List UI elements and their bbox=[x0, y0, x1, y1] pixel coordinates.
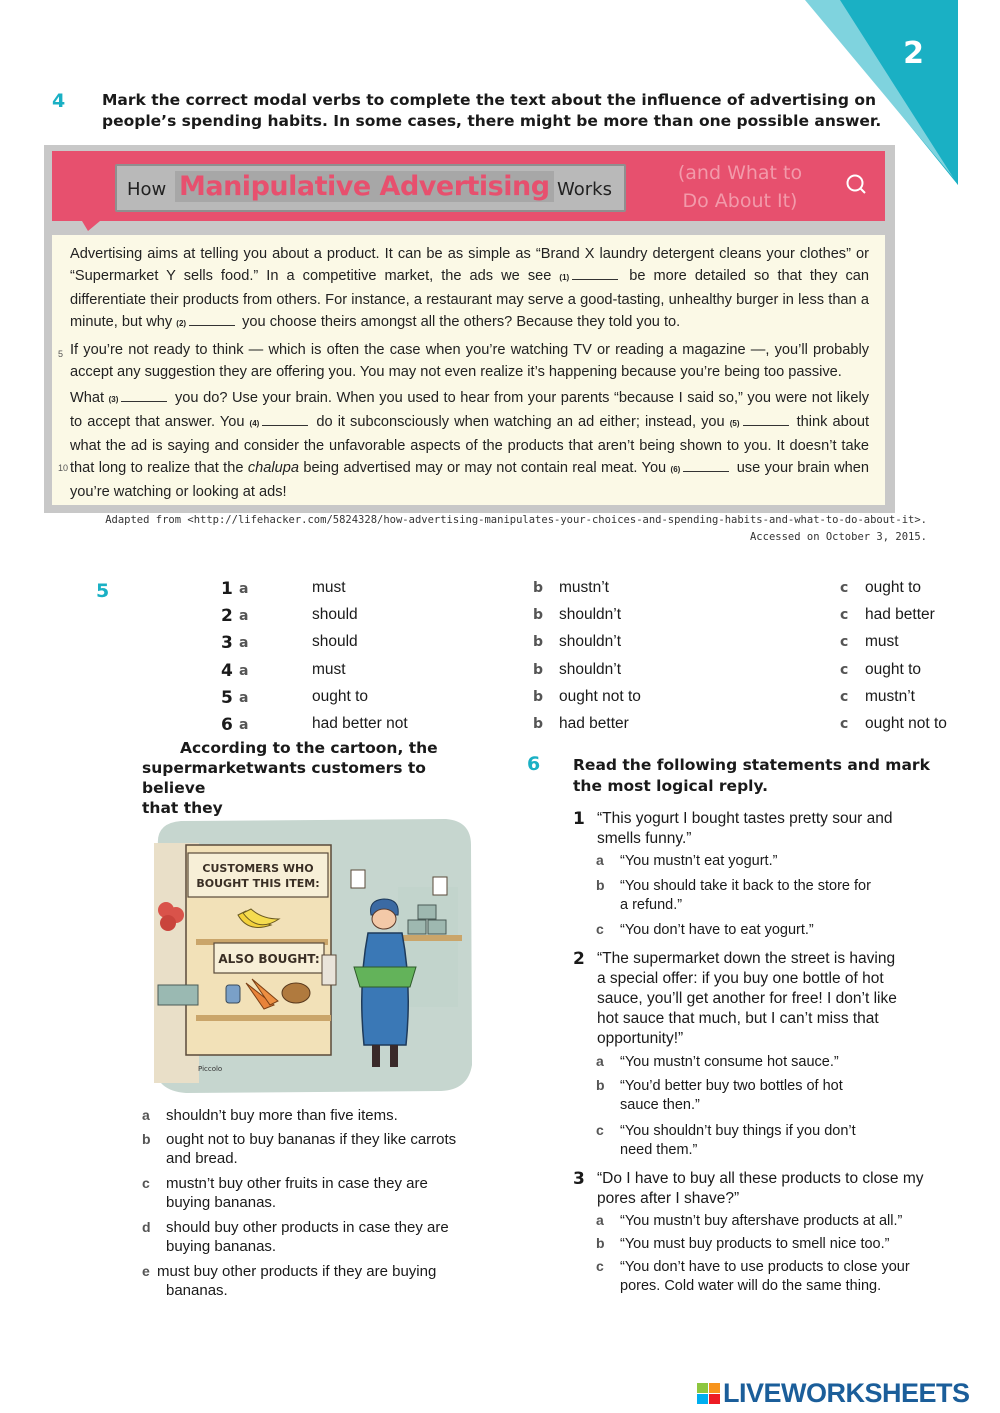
p3-italic: chalupa bbox=[247, 460, 299, 476]
reply-text: “You don’t have to use products to close your bbox=[620, 1259, 910, 1275]
cartoon-prompt bbox=[142, 738, 472, 818]
search-icon[interactable] bbox=[845, 173, 867, 195]
q6-reply-option[interactable] bbox=[596, 851, 936, 871]
reply-text-continued: need them.” bbox=[620, 1142, 698, 1158]
reply-letter: c bbox=[596, 921, 604, 937]
q5-letter-c: c bbox=[840, 661, 849, 678]
blank-6-label: (6) bbox=[670, 465, 681, 474]
q5-option-b[interactable]: ought not to bbox=[559, 687, 641, 705]
q5-option-c[interactable]: ought to bbox=[865, 660, 922, 678]
q5-letter-a: a bbox=[239, 662, 249, 679]
reply-text-continued: pores. Cold water will do the same thing. bbox=[620, 1278, 882, 1294]
reply-text: “You shouldn’t buy things if you don’t bbox=[620, 1123, 856, 1139]
q5-option-a[interactable]: must bbox=[312, 579, 346, 596]
p2-text: If you’re not ready to think — which is often the case when you’re watching TV or reading a magazine —, you’ll probably accept any suggestion they are offering you. You may not even realize it’s happening because you’re being too passive. bbox=[70, 342, 869, 380]
q5-item-number: 4 bbox=[221, 660, 233, 681]
q5-letter-c: c bbox=[840, 607, 849, 624]
q5-letter-a: a bbox=[239, 717, 249, 733]
q5-option-a[interactable]: ought to bbox=[312, 687, 369, 705]
q5-item-number: 6 bbox=[221, 715, 233, 735]
blank-6[interactable] bbox=[683, 470, 729, 472]
q5-letter-a: a bbox=[239, 689, 249, 706]
q5-option-b[interactable]: shouldn’t bbox=[559, 660, 622, 678]
q5-letter-b: b bbox=[533, 688, 544, 705]
q6-reply-option[interactable] bbox=[596, 1052, 936, 1072]
p3-text-f: use your brain when you’re watching or looking at ads! bbox=[70, 460, 869, 500]
answer-text-continued: buying bananas. bbox=[166, 1194, 277, 1211]
cartoon-answer-option[interactable] bbox=[142, 1218, 482, 1256]
blank-5-label: (5) bbox=[729, 419, 740, 428]
prompt-line-3: that they bbox=[142, 799, 223, 817]
answer-text: must buy other products if they are buying bbox=[157, 1263, 437, 1280]
brand-text: LIVEWORKSHEETS bbox=[723, 1378, 970, 1408]
reply-letter: c bbox=[596, 1122, 604, 1138]
cartoon-answer-option[interactable] bbox=[142, 1106, 482, 1125]
prompt-line-2: supermarketwants customers to believe bbox=[142, 759, 426, 797]
question-5-number: 5 bbox=[96, 580, 110, 602]
q5-letter-a: a bbox=[239, 635, 249, 652]
q6-item-number: 2 bbox=[573, 949, 585, 969]
answer-letter: a bbox=[142, 1107, 150, 1123]
q6-reply-option[interactable] bbox=[596, 1257, 936, 1296]
p1-text-c: you choose theirs amongst all the others? Because they told you to. bbox=[242, 314, 681, 330]
answer-text: ought not to buy bananas if they like carrots bbox=[166, 1131, 457, 1148]
q5-letter-c: c bbox=[840, 688, 849, 705]
q5-letter-c: c bbox=[840, 634, 849, 651]
cartoon-answer-option[interactable] bbox=[142, 1262, 482, 1300]
q5-item-number: 2 bbox=[221, 606, 233, 627]
blank-5[interactable] bbox=[743, 424, 789, 426]
q6-reply-option[interactable] bbox=[596, 876, 936, 915]
q6-reply-option[interactable] bbox=[596, 920, 936, 940]
q5-letter-b: b bbox=[533, 634, 544, 651]
q5-option-c[interactable]: mustn’t bbox=[865, 687, 915, 705]
p3-text-e: being advertised may or may not contain real meat. You bbox=[303, 460, 667, 476]
reply-letter: a bbox=[596, 1053, 604, 1069]
supermarket-cartoon-image bbox=[146, 815, 473, 1095]
reply-letter: c bbox=[596, 1258, 604, 1274]
prompt-line-1: According to the cartoon, the bbox=[180, 739, 438, 757]
q6-item-number: 1 bbox=[573, 809, 585, 829]
blank-2[interactable] bbox=[189, 324, 235, 326]
reply-text: “You’d better buy two bottles of hot bbox=[620, 1078, 843, 1094]
p3-text-c: do it subconsciously when watching an ad either; instead, you bbox=[316, 414, 725, 430]
q6-instruction-line-1: Read the following statements and mark bbox=[573, 756, 930, 774]
article-body bbox=[58, 243, 870, 507]
q5-item-number: 5 bbox=[221, 687, 233, 708]
title-works: Works bbox=[557, 179, 612, 200]
subtitle-line-1: (and What to bbox=[677, 162, 803, 184]
q5-option-b[interactable]: had better bbox=[559, 715, 629, 732]
q5-option-b[interactable]: shouldn’t bbox=[559, 633, 622, 651]
p1-text-b: be more detailed so that they can differentiate their products from others. For instance, a restaurant may serve a good-tasting, unhealthy burger in less than a minute, but why bbox=[70, 268, 869, 330]
title-how: How bbox=[127, 179, 167, 200]
p3-text-b: you do? Use your brain. When you used to hear from your parents “because I said so,” you were not likely to accept that answer. You bbox=[70, 390, 870, 430]
q6-reply-option[interactable] bbox=[596, 1076, 936, 1115]
subtitle-line-2: Do About It) bbox=[682, 190, 798, 212]
answer-text-continued: bananas. bbox=[166, 1282, 228, 1299]
statement-line: smells funny.” bbox=[597, 830, 692, 847]
statement-line: “This yogurt I bought tastes pretty sour and bbox=[597, 810, 893, 827]
statement-line: sauce, you’ll get another for free! I don’t like bbox=[597, 990, 897, 1007]
q5-option-b[interactable]: mustn’t bbox=[559, 579, 609, 596]
liveworksheets-logo bbox=[697, 1378, 970, 1409]
question-4-number: 4 bbox=[52, 90, 66, 112]
q5-option-c[interactable]: had better bbox=[865, 606, 935, 624]
cartoon-answer-option[interactable] bbox=[142, 1174, 482, 1212]
blank-1[interactable] bbox=[572, 278, 618, 280]
q5-option-a[interactable]: should bbox=[312, 633, 358, 651]
statement-line: “Do I have to buy all these products to close my bbox=[597, 1170, 924, 1187]
blank-4[interactable] bbox=[262, 424, 308, 426]
source-citation bbox=[105, 512, 927, 546]
statement-line: opportunity!” bbox=[597, 1030, 684, 1047]
paragraph-3 bbox=[58, 387, 870, 503]
p3-text-d: think about what the ad is saying and consider the unfavorable aspects of the products that aren’t being shown to you. It doesn’t take that long to realize that the bbox=[70, 414, 870, 476]
q6-reply-option[interactable] bbox=[596, 1234, 936, 1254]
q6-instruction-line-2: the most logical reply. bbox=[573, 777, 769, 795]
answer-text-continued: and bread. bbox=[166, 1150, 238, 1167]
q5-letter-b: b bbox=[533, 580, 544, 596]
q5-item-number: 3 bbox=[221, 633, 233, 654]
q5-letter-b: b bbox=[533, 607, 544, 624]
reply-text: “You mustn’t eat yogurt.” bbox=[620, 853, 778, 869]
reply-letter: a bbox=[596, 1212, 604, 1228]
q5-option-c[interactable]: ought to bbox=[865, 579, 922, 596]
cartoon-signature: Piccolo bbox=[198, 1065, 223, 1073]
q5-item-number: 1 bbox=[221, 579, 233, 599]
statement-line: “The supermarket down the street is having bbox=[597, 950, 896, 967]
q5-letter-b: b bbox=[533, 661, 544, 678]
banner-pointer bbox=[82, 221, 102, 233]
answer-letter: d bbox=[142, 1219, 151, 1235]
q5-option-a[interactable]: must bbox=[312, 660, 346, 678]
reply-text: “You must buy products to smell nice too.” bbox=[620, 1236, 890, 1252]
svg-text:ALSO BOUGHT:: ALSO BOUGHT: bbox=[218, 952, 320, 966]
blank-4-label: (4) bbox=[249, 419, 260, 428]
blank-3[interactable] bbox=[121, 400, 167, 402]
blank-3-label: (3) bbox=[108, 395, 119, 404]
q6-reply-option[interactable] bbox=[596, 1211, 936, 1231]
reply-text: “You should take it back to the store for bbox=[620, 878, 871, 894]
reply-text-continued: a refund.” bbox=[620, 897, 683, 913]
title-subtitle bbox=[660, 159, 820, 215]
q5-option-b[interactable]: shouldn’t bbox=[559, 606, 622, 624]
p1-text-a: Advertising aims at telling you about a product. It can be as simple as “Brand X laundry detergent cleans your clothes” or “Supermarket Y sells food.” In a competitive market, the ads we see bbox=[70, 246, 869, 284]
q5-option-a[interactable]: had better not bbox=[312, 715, 408, 732]
liveworksheets-icon bbox=[697, 1383, 721, 1405]
article-panel bbox=[52, 151, 885, 505]
reply-text: “You don’t have to eat yogurt.” bbox=[620, 922, 814, 938]
source-line-2: Accessed on October 3, 2015. bbox=[749, 531, 927, 543]
blank-1-label: (1) bbox=[559, 273, 570, 282]
answer-letter: e bbox=[142, 1263, 150, 1279]
q5-letter-c: c bbox=[840, 580, 849, 596]
reply-letter: a bbox=[596, 852, 604, 868]
reply-text: “You mustn’t consume hot sauce.” bbox=[620, 1054, 839, 1070]
q6-statement bbox=[597, 809, 937, 849]
title-box bbox=[115, 164, 626, 212]
article-frame bbox=[44, 145, 895, 513]
cartoon-answer-option[interactable] bbox=[142, 1130, 482, 1168]
title-main: Manipulative Advertising bbox=[175, 171, 554, 202]
question-6-number: 6 bbox=[527, 753, 541, 775]
p3-text-a: What bbox=[70, 390, 105, 406]
answer-letter: b bbox=[142, 1131, 151, 1147]
answer-letter: c bbox=[142, 1175, 150, 1191]
question-4-instruction: Mark the correct modal verbs to complete the text about the influence of advertising on people’s spending habits. In some cases, there might be more than one possible answer. bbox=[102, 91, 882, 130]
statement-line: hot sauce that much, but I can’t miss that bbox=[597, 1010, 879, 1027]
question-6-instruction bbox=[573, 755, 933, 797]
reply-text: “You mustn’t buy aftershave products at all.” bbox=[620, 1213, 903, 1229]
paragraph-1 bbox=[70, 243, 869, 335]
paragraph-2 bbox=[58, 339, 869, 383]
q5-letter-c: c bbox=[840, 716, 849, 732]
q5-option-a[interactable]: should bbox=[312, 606, 358, 624]
reply-letter: b bbox=[596, 1235, 605, 1251]
reply-letter: b bbox=[596, 877, 605, 893]
q5-letter-a: a bbox=[239, 608, 249, 625]
q6-item-number: 3 bbox=[573, 1169, 585, 1189]
answer-text: should buy other products in case they are bbox=[166, 1219, 449, 1236]
statement-line: pores after I shave?” bbox=[597, 1190, 740, 1207]
answer-text: mustn’t buy other fruits in case they are bbox=[166, 1175, 428, 1192]
q6-statement bbox=[597, 1169, 937, 1209]
q6-reply-option[interactable] bbox=[596, 1121, 936, 1160]
answer-text: shouldn’t buy more than five items. bbox=[166, 1107, 398, 1124]
line-number-10: 10 bbox=[58, 463, 69, 473]
q5-option-c[interactable]: must bbox=[865, 633, 899, 651]
q5-letter-a: a bbox=[239, 581, 249, 597]
blank-2-label: (2) bbox=[176, 319, 187, 328]
svg-text:BOUGHT THIS ITEM:: BOUGHT THIS ITEM: bbox=[196, 877, 320, 890]
q5-letter-b: b bbox=[533, 716, 544, 732]
article-banner bbox=[52, 151, 885, 221]
page-number: 2 bbox=[903, 36, 924, 71]
answer-text-continued: buying bananas. bbox=[166, 1238, 277, 1255]
reply-text-continued: sauce then.” bbox=[620, 1097, 700, 1113]
banner-shadow bbox=[52, 221, 885, 235]
reply-letter: b bbox=[596, 1077, 605, 1093]
statement-line: a special offer: if you buy one bottle of hot bbox=[597, 970, 884, 987]
q6-statement bbox=[597, 949, 937, 1049]
svg-text:CUSTOMERS WHO: CUSTOMERS WHO bbox=[202, 862, 314, 875]
line-number-5: 5 bbox=[58, 349, 64, 359]
source-line-1: Adapted from <http://lifehacker.com/5824328/how-advertising-manipulates-your-choices-and-spending-habits-and-what-to-do-about-it>. bbox=[105, 514, 927, 526]
q5-option-c[interactable]: ought not to bbox=[865, 715, 947, 732]
